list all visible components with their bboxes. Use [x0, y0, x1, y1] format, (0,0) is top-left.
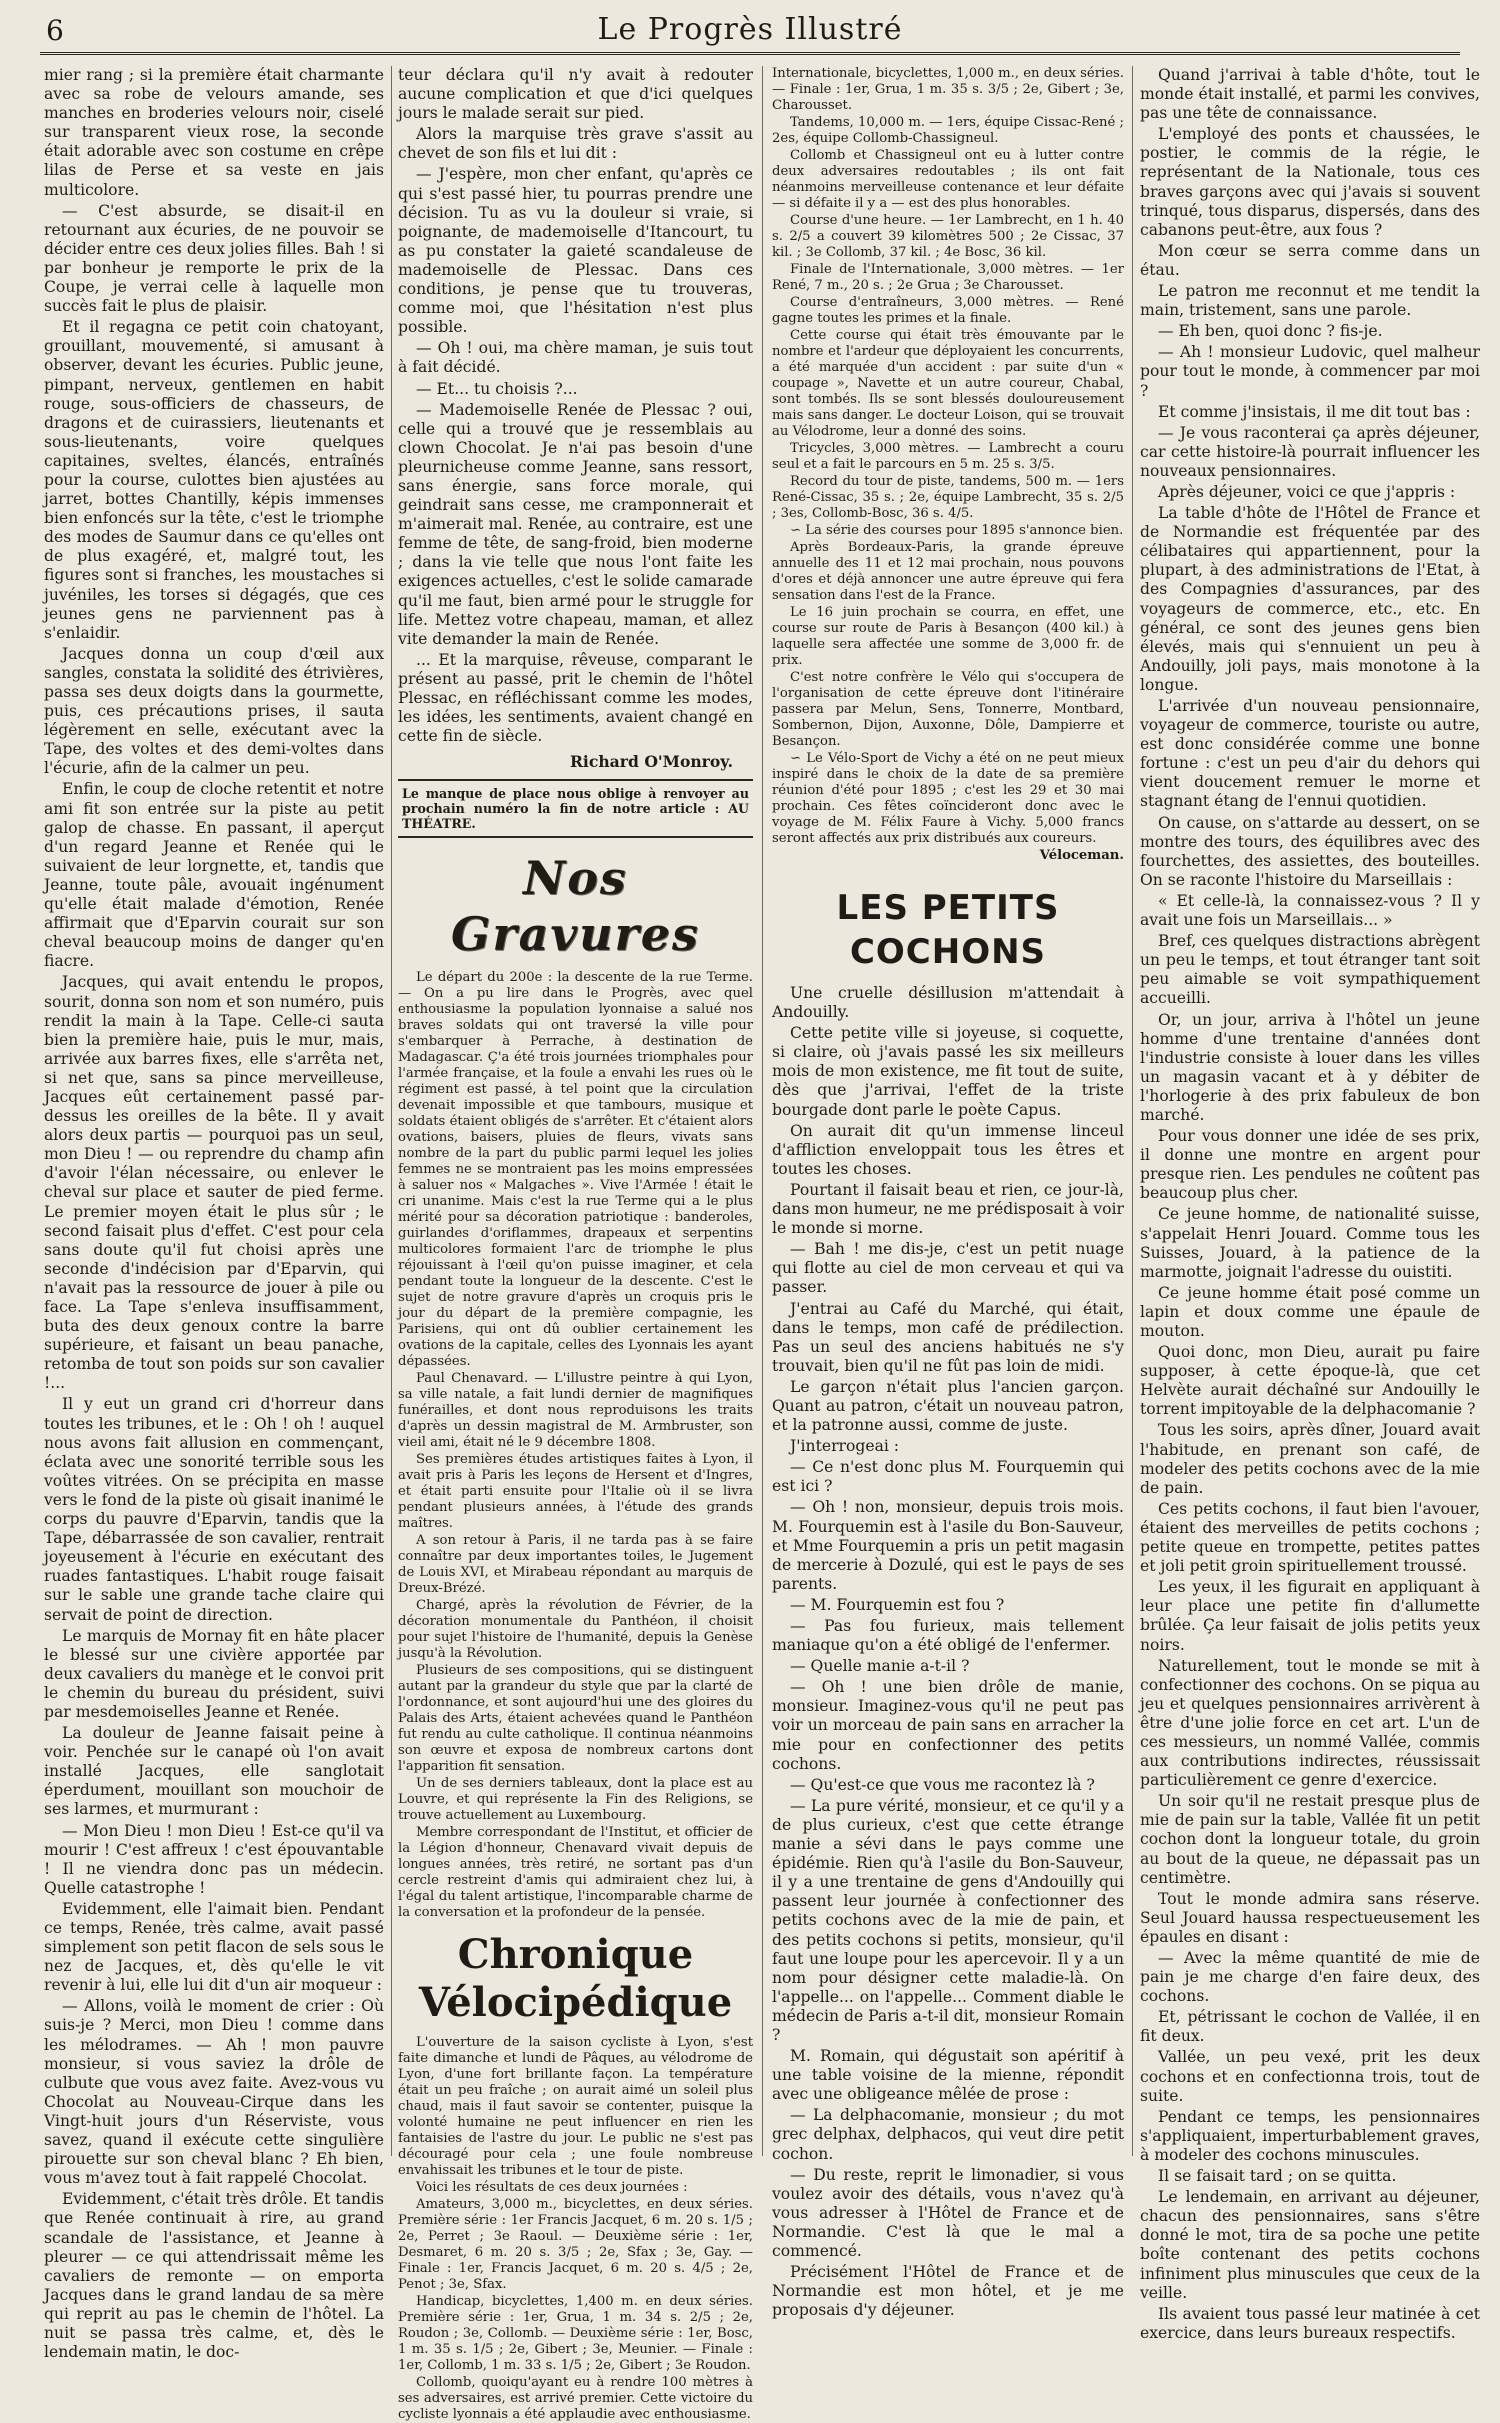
- paragraph: teur déclara qu'il n'y avait à redouter aucune complication et que d'ici quelques jours le malade serait sur pied.: [398, 66, 753, 123]
- paragraph: Internationale, bicyclettes, 1,000 m., en deux séries. — Finale : 1er, Grua, 1 m. 35 s. 3/5 ; 2e, Gibert ; 3e, Charousset.: [772, 66, 1124, 113]
- paragraph: — Bah ! me dis-je, c'est un petit nuage qui flotte au ciel de mon cerveau et qui va passer.: [772, 1240, 1124, 1297]
- paragraph: Une cruelle désillusion m'attendait à Andouilly.: [772, 984, 1124, 1022]
- paragraph: Le patron me reconnut et me tendit la main, tristement, sans une parole.: [1140, 282, 1480, 320]
- paragraph: Ces petits cochons, il faut bien l'avouer, étaient des merveilles de petits cochons ; petite queue en trompette, petites pattes et joli petit groin spirituellement troussé.: [1140, 1499, 1480, 1576]
- paragraph: — Pas fou furieux, mais tellement maniaque qu'on a été obligé de l'enfermer.: [772, 1617, 1124, 1655]
- paragraph: Tous les soirs, après dîner, Jouard avait l'habitude, en prenant son café, de modeler des petits cochons avec de la mie de pain.: [1140, 1421, 1480, 1497]
- paragraph: Enfin, le coup de cloche retentit et notre ami fit son entrée sur la piste au petit galop de chasse. En passant, il aperçut d'un regard Jeanne et Renée qui le suivaient de leur lorgnette, et, tandis que Jeanne, toute pâle, avouait ingénument qu'elle était malade d'émotion, Renée affirmait que d'Eparvin courait sur son cheval beaucoup moins de danger qu'en fiacre.: [44, 780, 384, 971]
- paragraph: — Ce n'est donc plus M. Fourquemin qui est ici ?: [772, 1458, 1124, 1496]
- paragraph: Handicap, bicyclettes, 1,400 m. en deux séries. Première série : 1er, Grua, 1 m. 34 s. 2/5 ; 2e, Roudon ; 3e, Collomb. — Deuxième série : 1er, Bosc, 1 m. 35 s. 1/5 ; 2e, Gibert ; 3e, Meunier. — Finale : 1er, Collomb, 1 m. 33 s. 1/5 ; 2e, Gibert ; 3e Roudon.: [398, 2294, 753, 2374]
- paragraph: Le 16 juin prochain se courra, en effet, une course sur route de Paris à Besançon (400 kil.) à laquelle sera affectée une somme de 3,000 fr. de prix.: [772, 605, 1124, 668]
- column-4: [1140, 66, 1480, 2342]
- paragraph: Membre correspondant de l'Institut, et officier de la Légion d'honneur, Chenavard vivait depuis de longues années, très retiré, ne sortant pas d'un cercle restreint d'amis qui admiraient chez lui, à l'égal du talent artistique, l'incomparable charme de la conversation et la profondeur de la pensée.: [398, 1825, 753, 1921]
- paragraph: Ce jeune homme, de nationalité suisse, s'appelait Henri Jouard. Comme tous les Suisses, Jouard, à la patience de la marmotte, joignait l'adresse du ouistiti.: [1140, 1205, 1480, 1281]
- paragraph: Le départ du 200e : la descente de la rue Terme. — On a pu lire dans le Progrès, avec quel enthousiasme la population lyonnaise a salué nos braves soldats qui ont traversé la ville pour s'embarquer à Perrache, à destination de Madagascar. Ç'a été trois journées triomphales pour l'armée française, et la foule a envahi les rues où le régiment est passé, à tel point que la circulation devenait impossible et que tambours, musique et soldats étaient obligés de s'arrêter. Et c'étaient alors ovations, baisers, pluies de fleurs, vivats sans nombre de la part du public parmi lequel les jolies femmes ne se montraient pas les moins empressées à saluer nos « Malgaches ». Vive l'Armée ! était le cri unanime. Mais c'est la rue Terme qui a le plus mérité pour sa décoration patriotique : banderoles, guirlandes d'oriflammes, drapeaux et serpentins multicolores formaient l'arc de triomphe le plus réjouissant à l'œil qu'on puisse imaginer, et cela pendant toute la longueur de la descente. C'est le sujet de notre gravure d'après un croquis pris le jour du départ de la première compagnie, les Parisiens, qui ont dû oublier certainement les ovations de la capitale, celles des Lyonnais les ayant dépassées.: [398, 970, 753, 1370]
- paragraph: — Ah ! monsieur Ludovic, quel malheur pour tout le monde, à commencer par moi ?: [1140, 343, 1480, 400]
- paragraph: Ses premières études artistiques faites à Lyon, il avait pris à Paris les leçons de Hersent et d'Ingres, et était parti ensuite pour l'Italie où il se livra pendant plusieurs années, à l'étude des grands maîtres.: [398, 1452, 753, 1532]
- paragraph: On cause, on s'attarde au dessert, on se montre des tours, des équilibres avec des fourchettes, des assiettes, des bouteilles. On se raconte l'histoire du Marseillais :: [1140, 813, 1480, 889]
- paragraph: — Du reste, reprit le limonadier, si vous voulez avoir des détails, vous n'avez qu'à vous adresser à l'Hôtel de France et de Normandie. C'est là que le mal a commencé.: [772, 2165, 1124, 2260]
- paragraph: Finale de l'Internationale, 3,000 mètres. — 1er René, 7 m., 20 s. ; 2e Grua ; 3e Charousset.: [772, 262, 1124, 293]
- column-rule: [762, 66, 763, 2156]
- paragraph: Voici les résultats de ces deux journées :: [416, 2180, 688, 2196]
- paragraph: Pendant ce temps, les pensionnaires s'appliquaient, imperturbablement graves, à modeler des cochons minuscules.: [1140, 2107, 1480, 2164]
- paragraph: mier rang ; si la première était charmante avec sa robe de velours amande, ses manches en broderies velours noir, ciselé sur transparent vieux rose, la seconde était adorable avec son costume en crêpe lilas de Perse et sa veste en jais multicolore.: [44, 66, 384, 199]
- paragraph: Amateurs, 3,000 m., bicyclettes, en deux séries. Première série : 1er Francis Jacquet, 6 m. 20 s. 1/5 ; 2e, Perret ; 3e Raoul. — Deuxième série : 1er, Desmaret, 6 m. 20 s. 3/5 ; 2e, Sfax ; 3e, Gay. — Finale : 1er, Francis Jacquet, 6 m. 20 s. 4/5 ; 2e, Penot ; 3e, Sfax.: [398, 2197, 753, 2293]
- paragraph: J'entrai au Café du Marché, qui était, dans le temps, mon café de prédilection. Pas un seul des anciens habitués ne s'y trouvait, bien qu'il ne fût pas loin de midi.: [772, 1299, 1124, 1375]
- paragraph: Or, un jour, arriva à l'hôtel un jeune homme d'une trentaine d'années dont l'industrie consiste à louer dans les villes un magasin vacant et à y débiter de l'horlogerie à des prix fabuleux de bon marché.: [1140, 1010, 1480, 1124]
- paragraph: M. Romain, qui dégustait son apéritif à une table voisine de la mienne, répondit avec une obligeance mêlée de prose :: [772, 2047, 1124, 2104]
- paragraph: Collomb et Chassigneul ont eu à lutter contre deux adversaires redoutables ; ils ont fait néanmoins merveilleuse contenance et leur défaite — si défaite il y a — est des plus honorables.: [772, 148, 1124, 211]
- paragraph: — Oh ! une bien drôle de manie, monsieur. Imaginez-vous qu'il ne peut pas voir un morceau de pain sans en arracher la mie pour en confectionner des petits cochons.: [772, 1678, 1124, 1773]
- paragraph: Tout le monde admira sans réserve. Seul Jouard haussa respectueusement les épaules en disant :: [1140, 1889, 1480, 1946]
- gravures-section: [398, 970, 753, 1921]
- paragraph: Course d'entraîneurs, 3,000 mètres. — René gagne toutes les primes et la finale.: [772, 295, 1124, 326]
- paragraph: — Eh ben, quoi donc ? fis-je.: [1158, 322, 1383, 341]
- paragraph: Et comme j'insistais, il me dit tout bas :: [1158, 402, 1471, 421]
- paragraph: Naturellement, tout le monde se mit à confectionner des cochons. On se piqua au jeu et quelques pensionnaires arrivèrent à être d'une jolie force en cet art. L'un de ces messieurs, un nommé Vallée, commis aux contributions indirectes, réussissait particulièrement ce genre d'exercice.: [1140, 1656, 1480, 1790]
- paragraph: L'employé des ponts et chaussées, le postier, le commis de la régie, le représentant de la Nationale, tous ces braves garçons avec qui j'avais si souvent trinqué, tous disparus, dispersés, dans des cabanons peut-être, aux fous ?: [1140, 125, 1480, 239]
- paragraph: Vallée, un peu vexé, prit les deux cochons et en confectionna trois, tout de suite.: [1140, 2048, 1480, 2105]
- paragraph: Evidemment, elle l'aimait bien. Pendant ce temps, Renée, très calme, avait passé simplement son petit flacon de sels sous le nez de Jacques, et, dès qu'elle le vit revenir à lui, elle lui dit d'un air moqueur :: [44, 1899, 384, 1995]
- paragraph: ... Et la marquise, rêveuse, comparant le présent au passé, prit le chemin de l'hôtel Plessac, en réfléchissant comme les modes, les idées, les sentiments, avaient changé en cette fin de siècle.: [398, 650, 753, 746]
- paragraph: Quoi donc, mon Dieu, aurait pu faire supposer, à cette époque-là, que cet Helvète aurait déchaîné sur Andouilly le torrent impitoyable de la delphacomanie ?: [1140, 1343, 1480, 1419]
- paragraph: — Oh ! oui, ma chère maman, je suis tout à fait décidé.: [398, 339, 753, 377]
- paragraph: ∽ La série des courses pour 1895 s'annonce bien.: [790, 523, 1124, 538]
- paragraph: A son retour à Paris, il ne tarda pas à se faire connaître par deux importantes toiles, le Jugement de Louis XVI, et Mirabeau répondant au marquis de Dreux-Brézé.: [398, 1533, 753, 1597]
- column-rule: [391, 66, 392, 2156]
- paragraph: ∽ Le Vélo-Sport de Vichy a été on ne peut mieux inspiré dans le choix de la date de sa première réunion d'été pour 1895 ; c'est les 29 et 30 mai prochain. Ces fêtes coïncideront donc avec le voyage de M. Félix Faure à Vichy. 5,000 francs seront affectés aux prix distribués aux coureurs.: [772, 751, 1124, 846]
- paragraph: Mon cœur se serra comme dans un étau.: [1140, 241, 1480, 279]
- paragraph: Cette course qui était très émouvante par le nombre et l'ardeur que déployaient les concurrents, a été marquée d'un accident : par suite d'un « coupage », Navette et un autre coureur, Chabal, sont tombés. Ils se sont blessés douloureusement mais sans danger. Le docteur Loison, qui se trouvait au Vélodrome, leur a donné des soins.: [772, 328, 1124, 439]
- author-signature: Véloceman.: [1039, 848, 1124, 863]
- paragraph: Plusieurs de ses compositions, qui se distinguent autant par la grandeur du style que par la clarté de l'ordonnance, et sont aujourd'hui une des gloires du Palais des Arts, étaient achevées quand le Panthéon fut rendu au culte catholique. Il continua néanmoins son œuvre et exposa de nombreux cartons dont l'apparition fit sensation.: [398, 1663, 753, 1775]
- paragraph: Le garçon n'était plus l'ancien garçon. Quant au patron, c'était un nouveau patron, et la patronne aussi, comme de juste.: [772, 1377, 1124, 1435]
- column-2: [398, 66, 753, 2423]
- paragraph: L'ouverture de la saison cycliste à Lyon, s'est faite dimanche et lundi de Pâques, au vélodrome de Lyon, d'une fort brillante façon. La température était un peu fraîche ; on aurait aimé un soleil plus chaud, mais il faut savoir se contenter, puisque la volonté humaine ne peut influencer en rien les fantaisies de l'astre du jour. Le public ne s'est pas découragé pour cela ; une foule nombreuse envahissait les tribunes et le tour de piste.: [398, 2035, 753, 2179]
- paragraph: — Qu'est-ce que vous me racontez là ?: [790, 1775, 1095, 1794]
- paragraph: Précisément l'Hôtel de France et de Normandie est mon hôtel, et je me proposais d'y déjeuner.: [772, 2263, 1124, 2320]
- column-rule: [1132, 66, 1133, 2156]
- paragraph: Un soir qu'il ne restait presque plus de mie de pain sur la table, Vallée fit un petit cochon dont la longueur totale, du groin au bout de la queue, ne dépassait pas un centimètre.: [1140, 1792, 1480, 1887]
- velo-section-continued: [772, 66, 1124, 864]
- paragraph: Jacques, qui avait entendu le propos, sourit, donna son nom et son numéro, puis rendit la main à la Tape. Celle-ci sauta bien la première haie, puis le mur, mais, arrivée aux barres fixes, elle s'arrêta net, si net que, sans sa pince merveilleuse, Jacques eût certainement passé par-dessus les oreilles de la bête. Il y avait alors deux partis — pourquoi pas un seul, mon Dieu ! — ou reprendre du champ afin d'avoir l'élan nécessaire, ou enlever le cheval sur place et sauter de pied ferme. Le premier moyen était le plus sûr ; le second faisait plus d'effet. C'est pour cela sans doute qu'il fut choisi après une seconde d'indécision par d'Eparvin, qui n'avait pas la ressource de jouer à pile ou face. La Tape s'enleva insuffisamment, buta des deux genoux contre la barre supérieure, et faisant un beau panache, retomba de tout son poids sur son cavalier !...: [44, 973, 384, 1393]
- paragraph: Bref, ces quelques distractions abrègent un peu le temps, et tout étranger tant soit peu aimable se voit sympathiquement accueilli.: [1140, 932, 1480, 1008]
- paragraph: Le lendemain, en arrivant au déjeuner, chacun des pensionnaires, sans s'être donné le mot, tira de sa poche une petite boîte contenant des petits cochons infiniment plus minuscules que ceux de la veille.: [1140, 2188, 1480, 2302]
- paragraph: — Oh ! non, monsieur, depuis trois mois. M. Fourquemin est à l'asile du Bon-Sauveur, et Mme Fourquemin a pris un petit magasin de mercerie à Dozulé, qui est le pays de ses parents.: [772, 1498, 1124, 1593]
- paragraph: Ce jeune homme était posé comme un lapin et doux comme une épaule de mouton.: [1140, 1283, 1480, 1340]
- paragraph: La douleur de Jeanne faisait peine à voir. Penchée sur le canapé où l'on avait installé Jacques, elle sanglotait éperdument, mouillant son mouchoir de ses larmes, et murmurant :: [44, 1724, 384, 1819]
- paragraph: — La delphacomanie, monsieur ; du mot grec delphax, delphacos, qui veut dire petit cochon.: [772, 2106, 1124, 2163]
- section-title-gravures: Nos Gravures: [451, 851, 700, 962]
- paragraph: Evidemment, c'était très drôle. Et tandis que Renée continuait à rire, au grand scandale de l'assistance, et Jeanne à pleurer — ce qui attendrissait même les cavaliers de remonte — on emporta Jacques dans le grand landau de sa mère qui reprit au pas le chemin de l'hôtel. La nuit se passa très calme, et, dès le lendemain matin, le doc-: [44, 2190, 384, 2362]
- paragraph: Paul Chenavard. — L'illustre peintre à qui Lyon, sa ville natale, a fait lundi dernier de magnifiques funérailles, et dont nous reproduisons les traits d'après un dessin magistral de M. Armbruster, son vieil ami, était né le 9 décembre 1808.: [398, 1371, 753, 1451]
- paragraph: Ils avaient tous passé leur matinée à cet exercice, dans leurs bureaux respectifs.: [1140, 2304, 1480, 2342]
- author-signature: Richard O'Monroy.: [569, 752, 733, 772]
- column-3: [772, 66, 1124, 2320]
- paragraph: Quand j'arrivai à table d'hôte, tout le monde était installé, et parmi les convives, pas une tête de connaissance.: [1140, 66, 1480, 123]
- page-number: 6: [46, 14, 64, 47]
- paragraph: — Quelle manie a-t-il ?: [790, 1657, 970, 1676]
- paragraph: Le marquis de Mornay fit en hâte placer le blessé sur une civière apportée par deux cavaliers du manège et le convoi prit le chemin du bureau du président, suivi par mesdemoiselles Jeanne et Renée.: [44, 1626, 384, 1721]
- paragraph: Chargé, après la révolution de Février, de la décoration monumentale du Panthéon, il choisit pour sujet l'histoire de l'humanité, depuis la Genèse jusqu'à la Révolution.: [398, 1598, 753, 1662]
- paragraph: « Et celle-là, la connaissez-vous ? Il y avait une fois un Marseillais... »: [1140, 891, 1480, 930]
- paragraph: Record du tour de piste, tandems, 500 m. — 1ers René-Cissac, 35 s. ; 2e, équipe Lambrecht, 35 s. 2/5 ; 3es, Collomb-Bosc, 36 s. 4/5.: [772, 474, 1124, 521]
- paragraph: Un de ses derniers tableaux, dont la place est au Louvre, et qui représente la Fin des Religions, se trouve actuellement au Luxembourg.: [398, 1776, 753, 1824]
- paragraph: J'interrogeai :: [790, 1437, 900, 1456]
- masthead-title: Le Progrès Illustré: [597, 12, 903, 47]
- paragraph: Après Bordeaux-Paris, la grande épreuve annuelle des 11 et 12 mai prochain, nous pouvons d'ores et déjà annoncer une autre épreuve qui fera sensation dans l'est de la France.: [772, 540, 1124, 603]
- paragraph: Pour vous donner une idée de ses prix, il donne une montre en argent pour presque rien. Les pendules ne coûtent pas beaucoup plus cher.: [1140, 1127, 1480, 1203]
- paragraph: — Je vous raconterai ça après déjeuner, car cette histoire-là pourrait influencer les nouveaux pensionnaires.: [1140, 423, 1480, 480]
- column-1: [44, 66, 385, 2362]
- paragraph: C'est notre confrère le Vélo qui s'occupera de l'organisation de cette épreuve dont l'itinéraire passera par Melun, Sens, Tonnerre, Montbard, Sombernon, Dijon, Auxonne, Dôle, Dampierre et Besançon.: [772, 670, 1124, 749]
- editorial-note: Le manque de place nous oblige à renvoyer au prochain numéro la fin de notre article : AU THÉATRE.: [398, 779, 753, 838]
- paragraph: Après déjeuner, voici ce que j'appris :: [1158, 482, 1456, 501]
- paragraph: — Allons, voilà le moment de crier : Où suis-je ? Merci, mon Dieu ! comme dans les mélodrames. — Ah ! mon pauvre monsieur, si vous saviez la drôle de culbute que vous avez faite. Avez-vous vu Chocolat au Nouveau-Cirque dans les Vingt-huit jours d'un Réserviste, vous savez, quand il exécute cette singulière pirouette sur son cheval blanc ? Eh bien, vous m'avez tout à fait rappelé Chocolat.: [44, 1997, 384, 2188]
- paragraph: La table d'hôte de l'Hôtel de France et de Normandie est fréquentée par des célibataires qui appartiennent, pour la plupart, à des administrations de l'Etat, à des Compagnies d'assurances, par des voyageurs de commerce, etc., etc. En général, ce sont des jeunes gens bien élevés, mais qui s'ennuient un peu à Andouilly, joli pays, mais monotone à la longue.: [1140, 504, 1480, 694]
- page-header: [40, 8, 1460, 55]
- paragraph: — M. Fourquemin est fou ?: [790, 1595, 1005, 1614]
- section-title-petits-cochons: LES PETITS COCHONS: [836, 888, 1060, 972]
- paragraph: — Et... tu choisis ?...: [416, 379, 578, 398]
- paragraph: Et il regagna ce petit coin chatoyant, grouillant, mouvementé, si amusant à observer, devant les écuries. Public jeune, pimpant, nerveux, gentlemen en habit rouge, sous-officiers de chasseurs, de dragons et de cuirassiers, lieutenants et sous-lieutenants, voire quelques capitaines, sveltes, élancés, entraînés pour la course, culottes bien ajustées au jarret, bottes Chantilly, képis immenses bien enfoncés sur la tête, c'est le triomphe des modes de Saumur dans ce qu'elles ont de plus exagéré, et, malgré tout, les figures sont si franches, les moustaches si juvéniles, les torses si dégagés, que ces jeunes gens ne parviennent pas à s'enlaidir.: [44, 318, 384, 642]
- paragraph: Alors la marquise très grave s'assit au chevet de son fils et lui dit :: [398, 125, 753, 163]
- paragraph: Les yeux, il les figurait en appliquant à leur place une petite fin d'allumette brûlée. Ça leur faisait de jolis petits yeux noirs.: [1140, 1578, 1480, 1654]
- paragraph: — Mademoiselle Renée de Plessac ? oui, celle qui a trouvé que je ressemblais au clown Chocolat. Je n'ai pas besoin d'une pleurnicheuse comme Jeanne, sans ressort, sans énergie, sans force morale, qui geindrait sans cesse, me cramponnerait et m'aimerait mal. Renée, au contraire, est une femme de tête, de sang-froid, bien moderne ; dans la vie telle que nous l'ont faite les exigences actuelles, c'est le solide camarade qu'il me faut, bien armé pour le struggle for life. Mettez votre chapeau, maman, et allez vite demander la main de Renée.: [398, 400, 753, 648]
- paragraph: Jacques donna un coup d'œil aux sangles, constata la solidité des étrivières, passa ses deux doigts dans la gourmette, puis, ces précautions prises, il sauta légèrement en selle, exécutant avec la Tape, des voltes et des demi-voltes dans l'écurie, afin de la calmer un peu.: [44, 644, 384, 778]
- section-title-velocipedique: Chronique Vélocipédique: [418, 1931, 733, 2027]
- velo-section: [398, 2035, 753, 2423]
- paragraph: L'arrivée d'un nouveau pensionnaire, voyageur de commerce, touriste ou autre, est donc considérée comme une bonne fortune : c'est un peu d'air du dehors qui vient doucement remuer le morne et stagnant étang de l'ennui quotidien.: [1140, 697, 1480, 811]
- paragraph: Course d'une heure. — 1er Lambrecht, en 1 h. 40 s. 2/5 a couvert 39 kilomètres 500 ; 2e Cissac, 37 kil. ; 3e Collomb, 37 kil. ; 4e Bosc, 36 kil.: [772, 213, 1124, 260]
- paragraph: Tricycles, 3,000 mètres. — Lambrecht a couru seul et a fait le parcours en 5 m. 25 s. 3/5.: [772, 441, 1124, 472]
- paragraph: Il y eut un grand cri d'horreur dans toutes les tribunes, et le : Oh ! oh ! auquel nous avons fait allusion en commençant, éclata avec une sonorité terrible sous les voûtes vitrées. On se précipita en masse vers le fond de la piste où gisait inanimé le corps du pauvre d'Eparvin, tandis que la Tape, débarrassée de son cavalier, rentrait joyeusement à l'écurie en exécutant des ruades fantastiques. L'habit rouge faisait sur le sable une grande tache claire qui servait de point de direction.: [44, 1395, 385, 1624]
- paragraph: — C'est absurde, se disait-il en retournant aux écuries, de ne pouvoir se décider entre ces deux jolies filles. Bah ! si par bonheur je remporte le prix de la Coupe, je verrai celle à laquelle mon succès fait le plus de plaisir.: [44, 201, 384, 316]
- paragraph: On aurait dit qu'un immense linceul d'affliction enveloppait tous les êtres et toutes les choses.: [772, 1121, 1124, 1178]
- paragraph: Tandems, 10,000 m. — 1ers, équipe Cissac-René ; 2es, équipe Collomb-Chassigneul.: [772, 115, 1124, 146]
- paragraph: — La pure vérité, monsieur, et ce qu'il y a de plus curieux, c'est que cette étrange manie a sévi dans le pays comme une épidémie. Rien qu'à l'asile du Bon-Sauveur, il y a une trentaine de gens d'Andouilly qui passent leur journée à confectionner des petits cochons avec de la mie de pain, et des petits cochons si petits, monsieur, qu'il faut une loupe pour les apercevoir. Il y a un nom pour désigner cette maladie-là. On l'appelle... on l'appelle... Comment diable le médecin de Paris a-t-il dit, monsieur Romain ?: [772, 1796, 1124, 2044]
- paragraph: Et, pétrissant le cochon de Vallée, il en fit deux.: [1140, 2008, 1480, 2046]
- paragraph: — Avec la même quantité de mie de pain je me charge d'en faire deux, des cochons.: [1140, 1949, 1480, 2006]
- paragraph: Cette petite ville si joyeuse, si coquette, si claire, où j'avais passé les six meilleurs mois de mon existence, me fit tout de suite, dès que j'arrivai, l'effet de la triste bourgade dont parle le poète Capus.: [772, 1024, 1124, 1119]
- paragraph: Il se faisait tard ; on se quitta.: [1158, 2167, 1397, 2186]
- paragraph: Pourtant il faisait beau et rien, ce jour-là, dans mon humeur, ne me prédisposait à voir le monde si morne.: [772, 1180, 1124, 1238]
- paragraph: — J'espère, mon cher enfant, qu'après ce qui s'est passé hier, tu pourras prendre une décision. Tu as vu la douleur si vraie, si poignante, de mademoiselle d'Itancourt, tu as pu constater la gaieté scandaleuse de mademoiselle de Plessac. Dans ces conditions, je pense que tu trouveras, comme moi, que l'hésitation n'est plus possible.: [398, 165, 753, 337]
- paragraph: — Mon Dieu ! mon Dieu ! Est-ce qu'il va mourir ! C'est affreux ! c'est épouvantable ! Il ne viendra donc pas un médecin. Quelle catastrophe !: [44, 1821, 384, 1897]
- paragraph: Collomb, quoiqu'ayant eu à rendre 100 mètres à ses adversaires, est arrivé premier. Cette victoire du cycliste lyonnais a été applaudie avec enthousiasme.: [398, 2375, 753, 2423]
